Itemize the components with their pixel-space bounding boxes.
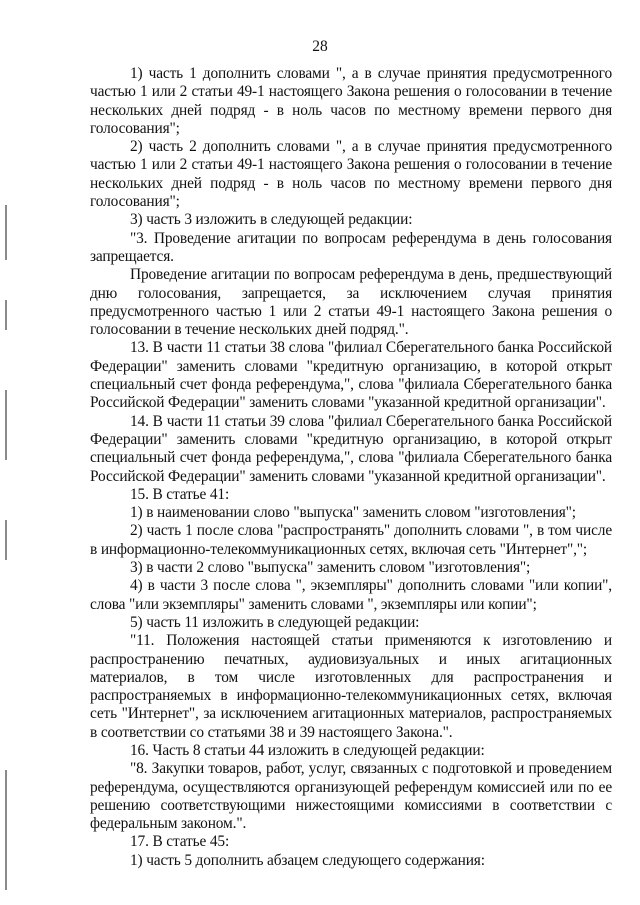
paragraph: "3. Проведение агитации по вопросам референдума в день голосования запрещается. — [90, 229, 612, 265]
paragraph: 14. В части 11 статьи 39 слова "филиал Сберегательного банка Российской Федерации" заменить словами "кредитную организацию, в которой открыт специальный счет фонда референдума,", слова "филиала Сберегательного банка Российской Федерации" заменить словами "указанной кредитной организации". — [90, 412, 612, 485]
paragraph: "11. Положения настоящей статьи применяются к изготовлению и распространению печатных, аудиовизуальных и иных агитационных материалов, в том числе изготовленных для распространения и распространяемых в информационно-телекоммуникационных сетях, включая сеть "Интернет", за исключением агитационных материалов, распространяемых в соответствии со статьями 38 и 39 настоящего Закона.". — [90, 632, 612, 741]
paragraph: 1) часть 1 дополнить словами ", а в случае принятия предусмотренного частью 1 или 2 статьи 49-1 настоящего Закона решения о голосовании в течение нескольких дней подряд - в ноль часов по местному времени первого дня голосования"; — [90, 65, 612, 137]
document-body — [90, 65, 612, 870]
paragraph: 2) часть 1 после слова "распространять" дополнить словами ", в том числе в информационно-телекоммуникационных сетях, включая сеть "Интернет","; — [90, 522, 612, 558]
paragraph: 2) часть 2 дополнить словами ", а в случае принятия предусмотренного частью 1 или 2 статьи 49-1 настоящего Закона решения о голосовании в течение нескольких дней подряд - в ноль часов по местному времени первого дня голосования"; — [90, 138, 612, 211]
scan-edge-marks — [5, 0, 7, 905]
paragraph: 17. В статье 45: — [130, 833, 230, 851]
paragraph: "8. Закупки товаров, работ, услуг, связанных с подготовкой и проведением референдума, осуществляются организующей референдум комиссией или по ее решению соответствующими нижестоящими комиссиями в соответствии с федеральным законом.". — [90, 760, 612, 833]
paragraph: 1) часть 5 дополнить абзацем следующего содержания: — [130, 851, 485, 869]
paragraph: 15. В статье 41: — [130, 485, 230, 503]
paragraph: 4) в части 3 после слова ", экземпляры" дополнить словами "или копии", слова "или экземпляры" заменить словами ", экземпляры или копии"; — [90, 577, 612, 613]
paragraph: 3) часть 3 изложить в следующей редакции: — [130, 211, 413, 229]
paragraph: Проведение агитации по вопросам референдума в день, предшествующий дню голосования, запрещается, за исключением случая принятия предусмотренного частью 1 или 2 статьи 49-1 настоящего Закона решения о голосовании в течение нескольких дней подряд.". — [90, 266, 612, 339]
page-number: 28 — [312, 38, 328, 55]
paragraph: 13. В части 11 статьи 38 слова "филиал Сберегательного банка Российской Федерации" заменить словами "кредитную организацию, в которой открыт специальный счет фонда референдума,", слова "филиала Сберегательного банка Российской Федерации" заменить словами "указанной кредитной организации". — [90, 339, 612, 412]
paragraph: 16. Часть 8 статьи 44 изложить в следующей редакции: — [130, 741, 485, 759]
paragraph: 5) часть 11 изложить в следующей редакции: — [130, 613, 420, 631]
paragraph: 1) в наименовании слово "выпуска" заменить словом "изготовления"; — [130, 504, 576, 522]
paragraph: 3) в части 2 слово "выпуска" заменить словом "изготовления"; — [130, 559, 531, 577]
